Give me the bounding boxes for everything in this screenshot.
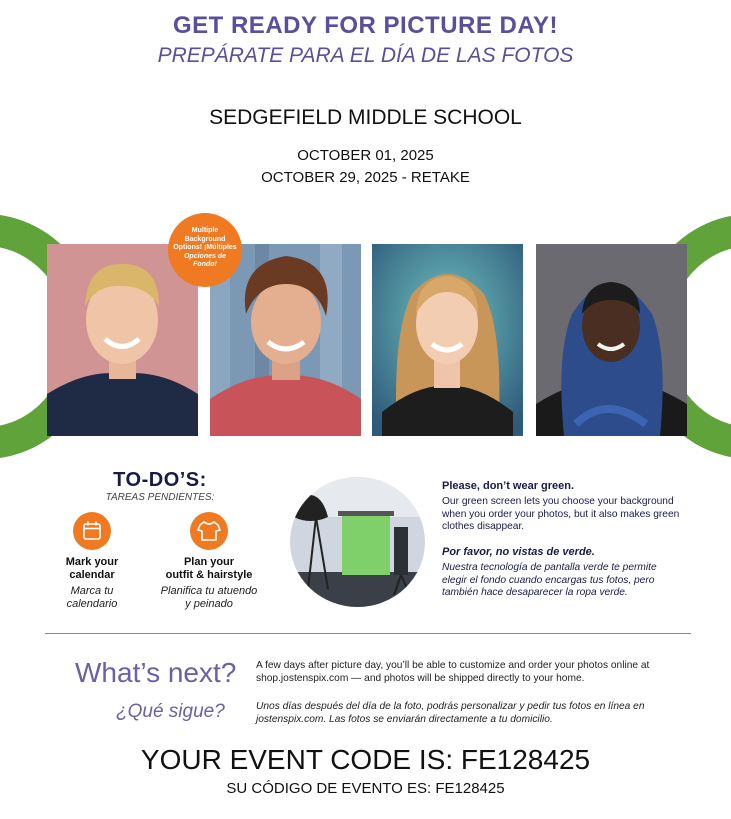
whats-next-body-es: Unos días después del día de la foto, podrás personalizar y pedir tus fotos en línea en jostenspix.com. Las fotos se enviarán directamente a tu domicilio. (256, 701, 645, 725)
whats-next-body: A few days after picture day, you’ll be able to customize and order your photos online at shop.jostenspix.com — and photos will be shipped directly to your home. (256, 660, 650, 684)
picture-date: OCTOBER 01, 2025 (297, 147, 434, 164)
event-code: YOUR EVENT CODE IS: FE128425 (140, 744, 591, 775)
todo-label-line: Planifica tu atuendo (160, 585, 258, 597)
todo-label-line: outfit & hairstyle (165, 569, 253, 581)
green-screen-studio-photo (290, 477, 425, 607)
todo-item-outfit (149, 556, 269, 582)
badge-line: Options! ¡Múltiples (173, 244, 237, 251)
todo-label-line: y peinado (185, 598, 233, 610)
no-green-body: Our green screen lets you choose your background when you order your photos, but it also makes green clothes disappear. (442, 496, 680, 532)
badge-line: Background (184, 235, 226, 243)
shirt-icon (190, 512, 228, 550)
no-green-heading: Please, don’t wear green. (442, 480, 575, 492)
badge-line: Multiple (191, 227, 219, 234)
event-code-es: SU CÓDIGO DE EVENTO ES: FE128425 (226, 780, 505, 797)
todo-title: TO-DO’S: (113, 469, 207, 491)
whats-next-heading-es: ¿Qué sigue? (116, 701, 225, 722)
sample-photo-girl-hijab (536, 244, 687, 436)
school-name: SEDGEFIELD MIDDLE SCHOOL (209, 106, 522, 129)
todo-label-line: Plan your (183, 556, 235, 568)
title-es: PREPÁRATE PARA EL DÍA DE LAS FOTOS (157, 44, 574, 67)
title-en: GET READY FOR PICTURE DAY! (172, 12, 559, 39)
calendar-icon (73, 512, 111, 550)
divider (45, 633, 691, 634)
whats-next-heading: What’s next? (75, 657, 237, 688)
todo-label-line: calendar (69, 569, 115, 581)
todo-subtitle: TAREAS PENDIENTES: (105, 492, 215, 503)
todo-item-calendar (42, 556, 142, 582)
todo-label-line: calendario (66, 598, 118, 610)
todo-item-outfit-es (149, 585, 269, 611)
no-green-body-es: Nuestra tecnología de pantalla verde te permite elegir el fondo cuando encargas tus fotos, pero también hace desaparecer la ropa verde. (442, 562, 657, 598)
background-options-badge (168, 213, 242, 287)
sample-photo-girl-blonde (372, 244, 523, 436)
todo-item-calendar-es (42, 585, 142, 611)
no-green-heading-es: Por favor, no vistas de verde. (442, 546, 595, 558)
badge-line: Opciones de (183, 252, 226, 260)
todo-label-line: Marca tu (70, 585, 114, 597)
badge-line: Fondo! (193, 261, 217, 268)
todo-label-line: Mark your (65, 556, 119, 568)
retake-date: OCTOBER 29, 2025 - RETAKE (261, 169, 470, 186)
